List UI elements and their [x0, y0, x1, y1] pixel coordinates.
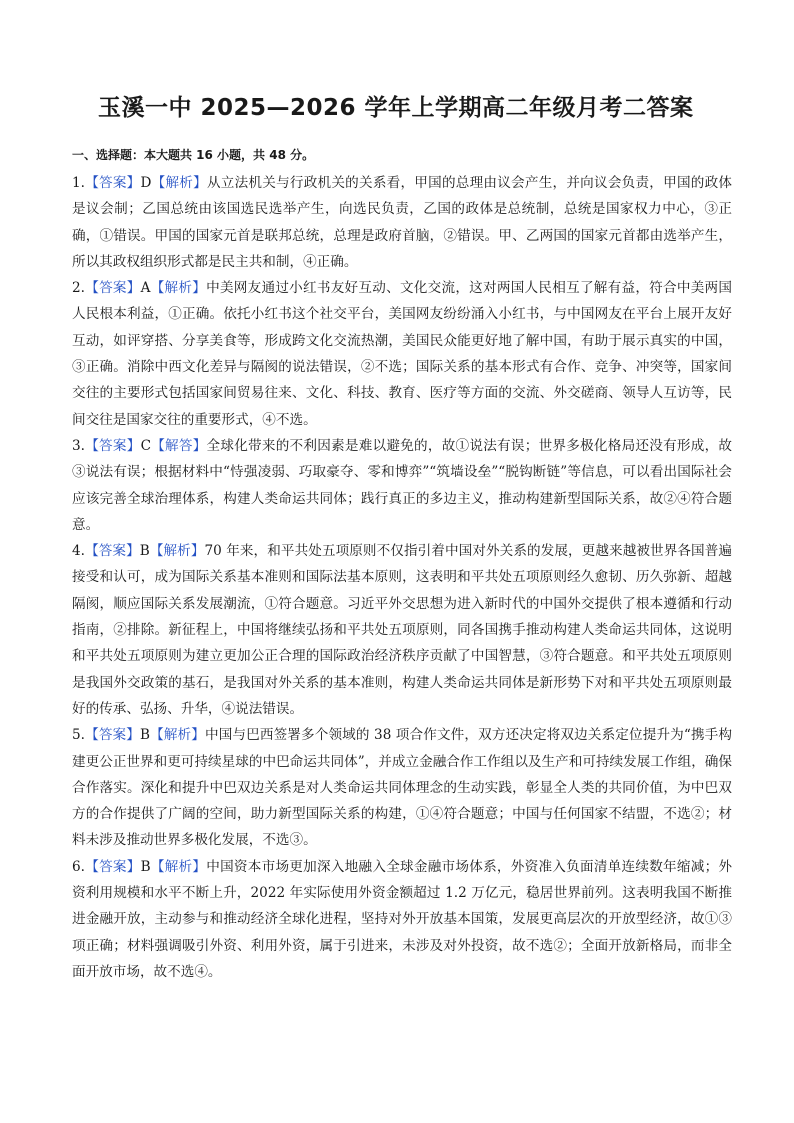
question-number: 3. — [72, 437, 85, 454]
question-number: 1. — [72, 175, 85, 191]
answer-list — [72, 170, 732, 985]
explanation-tag: 【解析】 — [151, 175, 207, 191]
answer-letter: C — [140, 437, 151, 454]
explanation-text: 中国与巴西签署多个领域的 38 项合作文件，双方还决定将双边关系定位提升为“携手构建更公正世界和更可持续星球的中巴命运共同体”，并成立金融合作工作组以及生产和可持续发展工作组，确保合作落实。深化和提升中巴双边关系是对人类命运共同体理念的生动实践，彰显全人类的共同价值，为中巴双方的合作提供了广阔的空间，助力新型国际关系的构建，①④符合题意；中国与任何国家不结盟，不选②；材料未涉及推动世界多极化发展，不选③。 — [72, 727, 732, 849]
explanation-tag: 【解析】 — [150, 858, 207, 875]
answer-item-4 — [72, 538, 732, 722]
answer-item-3 — [72, 433, 732, 538]
answer-tag: 【答案】 — [84, 437, 141, 454]
answer-letter: B — [140, 858, 151, 875]
explanation-tag: 【解答】 — [150, 437, 207, 454]
answer-tag: 【答案】 — [84, 280, 141, 297]
answer-letter: A — [140, 280, 151, 297]
explanation-tag: 【解析】 — [149, 543, 205, 560]
answer-item-6 — [72, 854, 732, 985]
question-number: 6. — [72, 858, 85, 875]
answer-tag: 【答案】 — [84, 543, 140, 560]
answer-letter: B — [139, 543, 150, 560]
answer-letter: B — [139, 727, 150, 744]
question-number: 4. — [72, 543, 85, 560]
explanation-text: 中国资本市场更加深入地融入全球金融市场体系，外资准入负面清单连续数年缩减；外资利用规模和水平不断上升，2022 年实际使用外资金额超过 1.2 万亿元，稳居世界前列。这表明我国不断推进金融开放，主动参与和推动经济全球化进程，坚持对外开放基本国策，发展更高层次的开放型经济，故①③项正确；材料强调吸引外资、利用外资，属于引进来，未涉及对外投资，故不选②；全面开放新格局，而非全面开放市场，故不选④。 — [72, 858, 733, 980]
section-heading: 一、选择题：本大题共 16 小题，共 48 分。 — [72, 148, 315, 162]
explanation-text: 全球化带来的不利因素是难以避免的，故①说法有误；世界多极化格局还没有形成，故③说法有误；根据材料中“恃强凌弱、巧取豪夺、零和博弈”“筑墙设垒”“脱钩断链”等信息，可以看出国际社会应该完善全球治理体系，构建人类命运共同体；践行真正的多边主义，推动构建新型国际关系，故②④符合题意。 — [72, 437, 732, 533]
explanation-tag: 【解析】 — [150, 280, 207, 297]
answer-tag: 【答案】 — [84, 175, 141, 191]
explanation-text: 中美网友通过小红书友好互动、文化交流，这对两国人民相互了解有益，符合中美两国人民根本利益，①正确。依托小红书这个社交平台，美国网友纷纷涌入小红书，与中国网友在平台上展开友好互动，如评穿搭、分享美食等，形成跨文化交流热潮，美国民众能更好地了解中国，有助于展示真实的中国，③正确。消除中西文化差异与隔阂的说法错误，②不选；国际关系的基本形式有合作、竞争、冲突等，国家间交往的主要形式包括国家间贸易往来、文化、科技、教育、医疗等方面的交流、外交磋商、领导人互访等，民间交往是国家交往的重要形式，④不选。 — [72, 280, 733, 428]
answer-tag: 【答案】 — [84, 858, 141, 875]
question-number: 2. — [72, 280, 85, 297]
explanation-tag: 【解析】 — [149, 727, 205, 744]
explanation-text: 70 年来，和平共处五项原则不仅指引着中国对外关系的发展，更越来越被世界各国普遍接受和认可，成为国际关系基本准则和国际法基本原则，这表明和平共处五项原则经久愈韧、历久弥新、超越隔阂，顺应国际关系发展潮流，①符合题意。习近平外交思想为进入新时代的中国外交提供了根本遵循和行动指南，②排除。新征程上，中国将继续弘扬和平共处五项原则，同各国携手推动构建人类命运共同体，这说明和平共处五项原则为建立更加公正合理的国际政治经济秩序贡献了中国智慧，③符合题意。和平共处五项原则是我国外交政策的基石，是我国对外关系的基本准则，构建人类命运共同体是新形势下对和平共处五项原则最好的传承、弘扬、升华，④说法错误。 — [72, 543, 732, 717]
answer-tag: 【答案】 — [84, 727, 140, 744]
document-title: 玉溪一中 2025—2026 学年上学期高二年级月考二答案 — [98, 95, 694, 121]
answer-item-2 — [72, 275, 732, 433]
question-number: 5. — [72, 727, 85, 744]
answer-item-1 — [72, 170, 732, 275]
explanation-text: 从立法机关与行政机关的关系看，甲国的总理由议会产生，并向议会负责，甲国的政体是议会制；乙国总统由该国选民选举产生，向选民负责，乙国的政体是总统制，总统是国家权力中心，③正确，①错误。甲国的国家元首是联邦总统，总理是政府首脑，②错误。甲、乙两国的国家元首都由选举产生，所以其政权组织形式都是民主共和制，④正确。 — [72, 175, 733, 270]
answer-letter: D — [140, 175, 152, 191]
answer-item-5 — [72, 722, 732, 853]
